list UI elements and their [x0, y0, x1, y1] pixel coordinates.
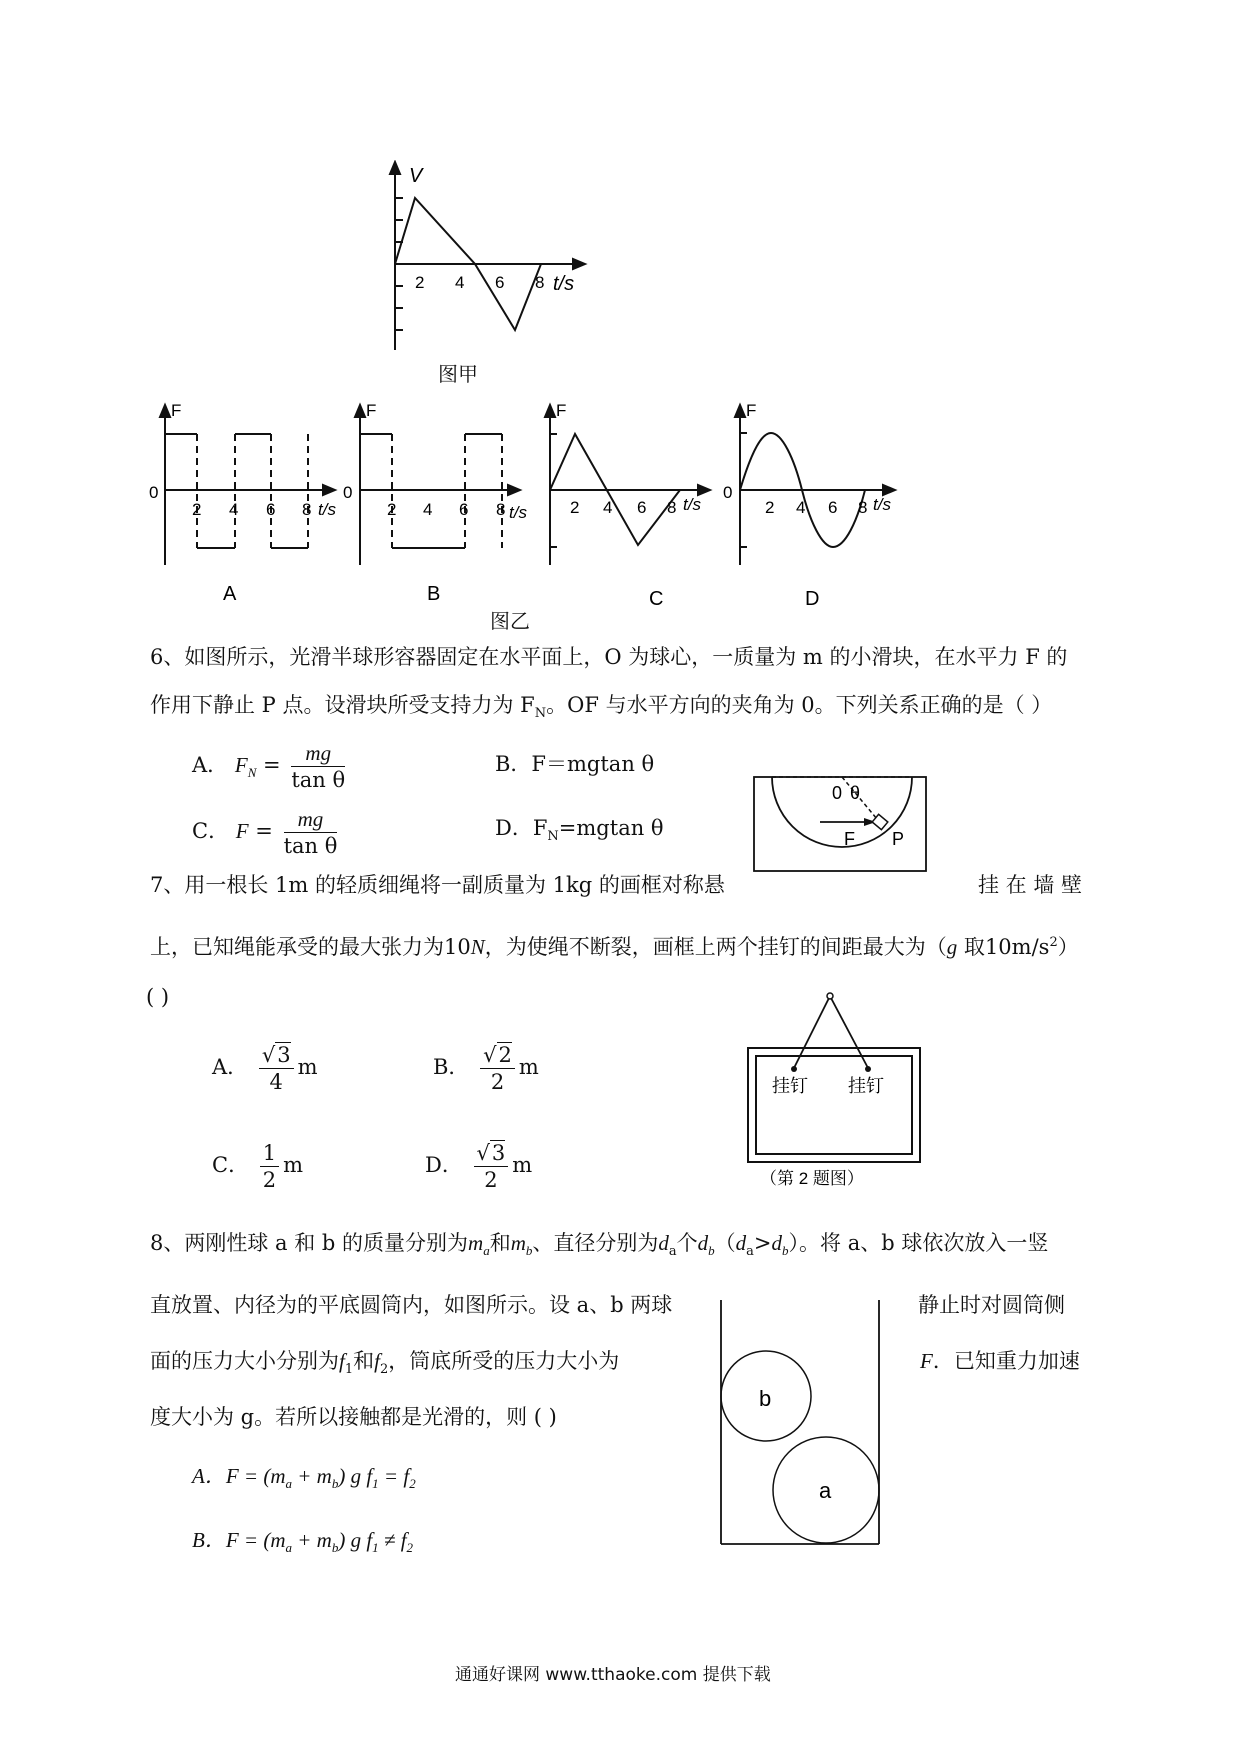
q7-option-d-rad: 3: [491, 1141, 506, 1165]
q7-line-2-end: ）: [1057, 935, 1079, 959]
q8-option-a-a: A．F = (m: [192, 1464, 286, 1488]
q7-rope-right: [831, 998, 868, 1068]
q6-option-c-lhs: F: [235, 819, 249, 843]
q8-line-1-b: 、直径分别为: [532, 1231, 659, 1255]
q8-ball-a-label: a: [819, 1478, 832, 1503]
q8-cond-gt: >: [753, 1231, 772, 1255]
q7-option-c-num: 1: [260, 1140, 279, 1167]
panel-c-tick: 2: [570, 498, 580, 517]
q7-option-a[interactable]: A． $\frac{√3}{4}$ m: [212, 1043, 318, 1094]
q8-option-a-mid: + m: [292, 1464, 332, 1488]
q8-line-3-c-text: ．已知重力加速: [932, 1349, 1080, 1373]
panel-d-x-label: t/s: [873, 495, 891, 514]
q6-option-a-lhs: F: [234, 753, 248, 777]
q6-option-a[interactable]: [192, 740, 349, 793]
figure-jia-caption: 图甲: [438, 362, 478, 386]
figure-yi-caption: 图乙: [490, 609, 530, 633]
q7-g: g: [946, 935, 958, 959]
x-tick-2: 2: [415, 273, 425, 292]
q6-option-d[interactable]: [495, 812, 664, 844]
q8-f2: f: [374, 1349, 380, 1373]
q7-figure-caption: （第 2 题图）: [760, 1169, 864, 1188]
q8-option-a-sub-2: 2: [409, 1476, 416, 1492]
q8-ma-sub: a: [483, 1243, 490, 1259]
q7-g-sup: 2: [1049, 935, 1058, 950]
q8-option-a[interactable]: [192, 1460, 416, 1492]
q8-line-1-c: ）。将 a、b 球依次放入一竖: [788, 1231, 1049, 1255]
q8-mb: m: [510, 1231, 526, 1255]
q7-option-d[interactable]: D． $\frac{√3}{2}$ m: [425, 1141, 533, 1192]
q8-db: d: [697, 1231, 709, 1255]
panel-b-letter: B: [427, 583, 441, 605]
q6-point-label: P: [892, 829, 905, 849]
q8-cond-da: d: [735, 1231, 747, 1255]
q8-cond-open: （: [714, 1231, 736, 1255]
q8-line-3-b: ，筒底所受的压力大小为: [388, 1349, 620, 1373]
q7-picture-frame-inner: [756, 1056, 912, 1154]
q6-option-c-eq: =: [255, 819, 273, 843]
x-tick-4: 4: [455, 273, 465, 292]
q7-frame-figure: [740, 990, 930, 1190]
q7-line-2-b: ，为使绳不断裂，画框上两个挂钉的间距最大为（: [484, 935, 947, 959]
q8-db-sub: b: [708, 1243, 715, 1259]
panel-a-origin: 0: [149, 483, 159, 502]
panel-a-tick: 6: [266, 500, 276, 519]
panel-b-tick: 6: [459, 500, 469, 519]
q6-option-d-a: D．F: [495, 816, 548, 840]
x-tick-8: 8: [535, 273, 545, 292]
q6-theta-label: θ: [850, 783, 861, 803]
panel-b-tick: 8: [496, 500, 506, 519]
q8-line-1-a: 8、两刚性球 a 和 b 的质量分别为: [150, 1231, 469, 1255]
q8-option-b[interactable]: [192, 1524, 413, 1556]
q7-option-c-label: C．: [212, 1153, 250, 1177]
q6-option-a-fraction: [291, 740, 345, 793]
panel-c-tick: 8: [667, 498, 677, 517]
q6-line-2: [150, 690, 1052, 729]
y-axis-arrow: [390, 162, 400, 174]
q8-f1-sub: 1: [344, 1362, 354, 1378]
q8-line-2-a: 直放置、内径为的平底圆筒内，如图所示。设 a、b 两球: [150, 1293, 673, 1317]
q8-option-b-sub-a: a: [285, 1540, 292, 1556]
panel-b-y-label: F: [366, 401, 377, 420]
q7-option-d-unit: m: [512, 1153, 533, 1177]
q8-option-a-eq: = f: [378, 1464, 410, 1488]
panel-a-tick: 4: [229, 500, 239, 519]
q8-F: F: [920, 1349, 933, 1373]
q7-g-value: 10m/s: [984, 935, 1050, 959]
panel-a-y-label: F: [171, 401, 182, 420]
q7-rope-left: [794, 998, 829, 1068]
panel-d-letter: D: [805, 588, 820, 610]
q7-option-b-unit: m: [518, 1055, 539, 1079]
panel-a-x-label: t/s: [318, 500, 336, 519]
q8-cond-da-sub: a: [746, 1244, 754, 1260]
q8-da: d: [658, 1231, 669, 1255]
q7-line-1-b: 挂 在 墙 壁: [978, 873, 1083, 897]
q6-option-a-eq: =: [263, 753, 281, 777]
q6-option-a-sub: N: [247, 765, 257, 781]
q7-option-b-den: 2: [490, 1070, 505, 1094]
panel-d-y-label: F: [746, 401, 757, 420]
panel-c-y-label: F: [556, 401, 567, 420]
q8-and-1: 和: [489, 1231, 511, 1255]
q6-option-d-b: =mgtan θ: [558, 816, 664, 840]
panel-b-origin: 0: [343, 483, 353, 502]
q6-option-a-label: A．: [192, 753, 229, 777]
q8-option-a-sub-1: 1: [372, 1476, 379, 1492]
q6-option-c[interactable]: [192, 806, 341, 859]
panel-c-x-label: t/s: [683, 495, 701, 514]
q7-tension-unit: N: [470, 935, 485, 959]
x-axis-label: t/s: [553, 273, 575, 295]
q8-ma: m: [468, 1231, 484, 1255]
panel-d-tick: 6: [828, 498, 838, 517]
q8-option-b-a: B．F = (m: [192, 1528, 286, 1552]
q7-option-b[interactable]: B． $\frac{√2}{2}$ m: [433, 1043, 539, 1094]
q7-option-a-rad: 3: [277, 1043, 291, 1067]
q8-f1: f: [339, 1349, 345, 1373]
q7-option-d-label: D．: [425, 1153, 463, 1177]
q6-line-2-sub: N: [534, 706, 547, 722]
q8-cylinder-figure: [715, 1300, 885, 1550]
q7-line-2-c: 取: [957, 935, 985, 959]
q6-line-2-a: 作用下静止 P 点。设滑块所受支持力为 F: [150, 693, 535, 717]
q6-option-a-den: tan θ: [291, 768, 346, 792]
q8-ge: 个: [676, 1231, 698, 1255]
q6-force-label: F: [844, 829, 855, 849]
q8-option-a-end: ) g f: [338, 1464, 373, 1488]
q8-cond-db: d: [771, 1231, 783, 1255]
q8-option-a-sub-a: a: [285, 1476, 292, 1492]
q8-line-2-b: 静止时对圆筒侧: [918, 1293, 1065, 1317]
panel-d-origin: 0: [723, 483, 733, 502]
q6-option-c-num: mg: [284, 806, 338, 833]
q8-option-b-mid: + m: [292, 1528, 332, 1552]
panel-a-tick: 2: [192, 500, 202, 519]
panel-c-letter: C: [649, 588, 664, 610]
q8-f2-sub: 2: [379, 1362, 389, 1378]
q8-line-3-a-text: 面的压力大小分别为: [150, 1349, 339, 1373]
q8-line-3-a: [150, 1346, 619, 1385]
q7-line-1-a: 7、用一根长 1m 的轻质细绳将一副质量为 1kg 的画框对称悬: [150, 873, 725, 897]
q7-option-d-den: 2: [484, 1168, 498, 1192]
q8-cond-db-sub: b: [782, 1243, 789, 1259]
q8-line-4: 度大小为 g。若所以接触都是光滑的，则 ( ): [150, 1405, 557, 1429]
q8-option-b-end: ) g f: [338, 1528, 373, 1552]
panel-b-tick: 4: [423, 500, 433, 519]
q7-line-3: ( ): [146, 985, 170, 1009]
panel-b-x-label: t/s: [509, 503, 527, 522]
figure-jia-vt-graph: [375, 160, 635, 360]
q6-option-c-fraction: [284, 806, 338, 859]
q8-mb-sub: b: [525, 1243, 533, 1259]
q7-tension-value: 10: [444, 935, 471, 959]
q7-nail-left-label: 挂钉: [772, 1076, 808, 1096]
panel-a-tick: 8: [302, 500, 312, 519]
q7-option-c[interactable]: [212, 1140, 303, 1193]
q8-option-b-sub-b: b: [331, 1540, 339, 1556]
q7-option-b-rad: 2: [498, 1043, 512, 1067]
q8-option-a-sub-b: b: [331, 1476, 339, 1492]
q6-hemisphere-figure: [752, 775, 932, 875]
x-axis-arrow: [573, 259, 585, 269]
q6-line-1: 6、如图所示，光滑半球形容器固定在水平面上，O 为球心，一质量为 m 的小滑块，在水平力 F 的: [150, 645, 1068, 669]
q8-line-1: [150, 1228, 1048, 1267]
q6-option-a-num: mg: [291, 740, 345, 767]
panel-d-tick: 2: [765, 498, 775, 517]
q8-option-b-sub-1: 1: [372, 1540, 379, 1556]
page-footer: 通通好课网 www.tthaoke.com 提供下载: [455, 1665, 771, 1685]
q8-ball-b-label: b: [759, 1386, 772, 1411]
panel-b-tick: 2: [387, 500, 397, 519]
q7-option-c-den: 2: [262, 1168, 277, 1192]
q7-picture-frame-outer: [748, 1048, 920, 1162]
q8-da-sub: a: [668, 1244, 677, 1260]
q6-option-c-den: tan θ: [283, 834, 338, 858]
figure-yi-options: [145, 400, 945, 610]
q8-option-b-ne: ≠ f: [378, 1528, 407, 1552]
q7-nail-right-label: 挂钉: [848, 1076, 884, 1096]
q8-and-2: 和: [353, 1349, 375, 1373]
q7-line-2-a: 上，已知绳能承受的最大张力为: [150, 935, 444, 959]
q6-line-2-b: 。OF 与水平方向的夹角为 0。下列关系正确的是（ ）: [546, 693, 1053, 717]
q6-option-d-sub: N: [547, 829, 559, 845]
q8-line-3-c: [920, 1346, 1080, 1376]
q6-option-b[interactable]: B．F＝mgtan θ: [495, 752, 655, 776]
q7-line-2: [150, 928, 1079, 962]
q7-option-a-den: 4: [269, 1070, 283, 1094]
panel-c-tick: 6: [637, 498, 647, 517]
panel-d-tick: 4: [796, 498, 806, 517]
q7-option-c-unit: m: [283, 1153, 304, 1177]
panel-c-tick: 4: [603, 498, 613, 517]
q7-option-b-label: B．: [433, 1055, 470, 1079]
q6-center-label: 0: [832, 783, 843, 803]
q6-option-c-label: C．: [192, 819, 230, 843]
q7-option-a-unit: m: [297, 1055, 318, 1079]
q7-option-a-label: A．: [212, 1055, 249, 1079]
panel-a-letter: A: [223, 583, 237, 605]
y-axis-label: V: [409, 165, 423, 187]
q8-option-b-sub-2: 2: [406, 1540, 414, 1556]
x-tick-6: 6: [495, 273, 505, 292]
panel-d-tick: 8: [858, 498, 868, 517]
